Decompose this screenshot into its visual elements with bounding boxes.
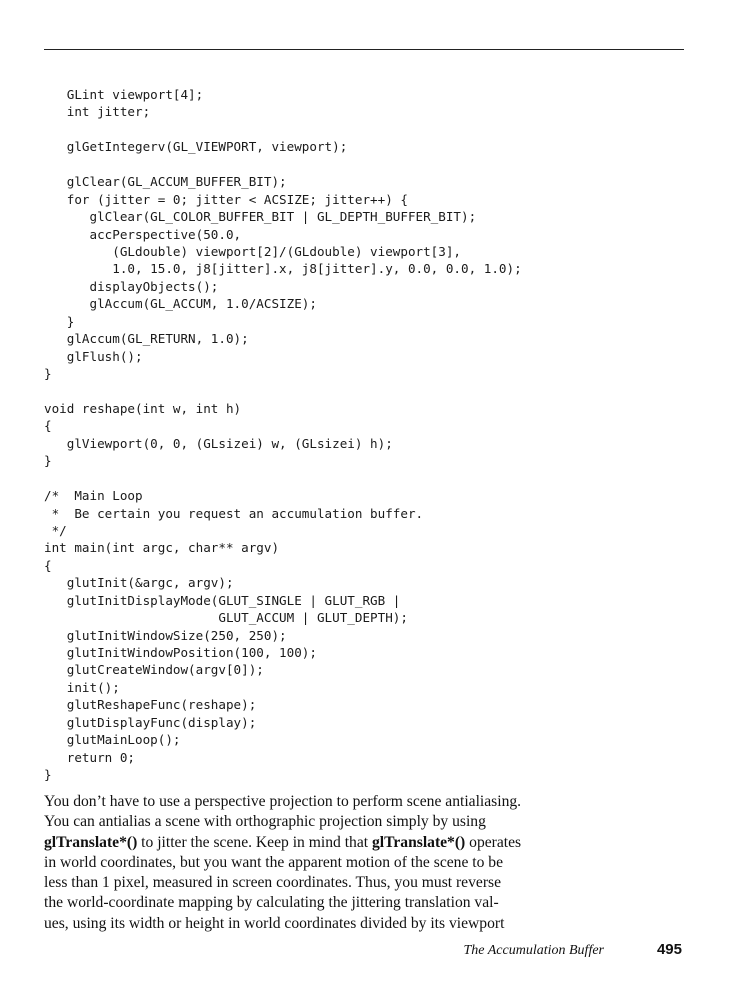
code-line: } (44, 453, 52, 469)
code-line: glAccum(GL_ACCUM, 1.0/ACSIZE); (44, 296, 317, 312)
code-line: int jitter; (44, 104, 151, 120)
code-line: glClear(GL_COLOR_BUFFER_BIT | GL_DEPTH_BUFFER_BIT); (44, 209, 477, 225)
code-line: int main(int argc, char** argv) (44, 540, 280, 556)
code-listing (44, 86, 522, 784)
page-number: 495 (656, 941, 682, 958)
code-line: glutMainLoop(); (44, 732, 181, 748)
code-line: */ (44, 522, 67, 538)
code-line (44, 121, 522, 138)
code-line: glFlush(); (44, 348, 143, 364)
code-line: { (44, 418, 52, 434)
paragraph-line: less than 1 pixel, measured in screen coordinates. Thus, you must reverse (44, 874, 502, 892)
function-name-bold: glTranslate*() (44, 833, 138, 851)
code-line (44, 382, 522, 399)
code-line: for (jitter = 0; jitter < ACSIZE; jitter++) { (44, 191, 408, 207)
code-line: GLUT_ACCUM | GLUT_DEPTH); (44, 610, 408, 626)
paragraph-line (44, 833, 684, 853)
code-line: glutInitWindowSize(250, 250); (44, 627, 287, 643)
code-line: (GLdouble) viewport[2]/(GLdouble) viewport[3], (44, 243, 462, 259)
code-line: { (44, 557, 52, 573)
paragraph-line: in world coordinates, but you want the apparent motion of the scene to be (44, 853, 504, 871)
header-rule (44, 49, 684, 50)
code-line: glClear(GL_ACCUM_BUFFER_BIT); (44, 174, 287, 190)
code-line: void reshape(int w, int h) (44, 400, 242, 416)
code-line: /* Main Loop (44, 488, 143, 504)
code-line: init(); (44, 679, 120, 695)
code-line: glutInit(&argc, argv); (44, 575, 234, 591)
code-line (44, 470, 522, 487)
code-line: glutReshapeFunc(reshape); (44, 697, 257, 713)
running-footer-title: The Accumulation Buffer (463, 943, 604, 958)
body-paragraph (44, 792, 684, 934)
paragraph-text: to jitter the scene. Keep in mind that (137, 833, 372, 851)
code-line: } (44, 366, 52, 381)
code-line: glViewport(0, 0, (GLsizei) w, (GLsizei) h); (44, 435, 393, 451)
code-line: } (44, 767, 52, 783)
paragraph-line: ues, using its width or height in world coordinates divided by its viewport (44, 914, 505, 932)
code-line: displayObjects(); (44, 278, 219, 294)
paragraph-text: operates (465, 833, 522, 851)
code-line: * Be certain you request an accumulation buffer. (44, 505, 424, 521)
code-line (44, 156, 522, 173)
code-line: glGetIntegerv(GL_VIEWPORT, viewport); (44, 139, 348, 155)
paragraph-line: the world-coordinate mapping by calculating the jittering translation val- (44, 894, 499, 912)
code-line: 1.0, 15.0, j8[jitter].x, j8[jitter].y, 0.0, 0.0, 1.0); (44, 261, 522, 277)
code-line: glutDisplayFunc(display); (44, 714, 257, 730)
code-line: glAccum(GL_RETURN, 1.0); (44, 331, 249, 347)
paragraph-line: You can antialias a scene with orthographic projection simply by using (44, 813, 486, 831)
code-line: accPerspective(50.0, (44, 226, 242, 242)
paragraph-line: You don’t have to use a perspective projection to perform scene antialiasing. (44, 793, 522, 810)
code-line: glutInitWindowPosition(100, 100); (44, 645, 317, 660)
code-line: glutInitDisplayMode(GLUT_SINGLE | GLUT_RGB | (44, 592, 401, 608)
code-line: GLint viewport[4]; (44, 87, 204, 102)
code-line: return 0; (44, 749, 135, 765)
code-line: } (44, 313, 75, 329)
function-name-bold: glTranslate*() (371, 833, 466, 851)
code-line: glutCreateWindow(argv[0]); (44, 662, 264, 678)
